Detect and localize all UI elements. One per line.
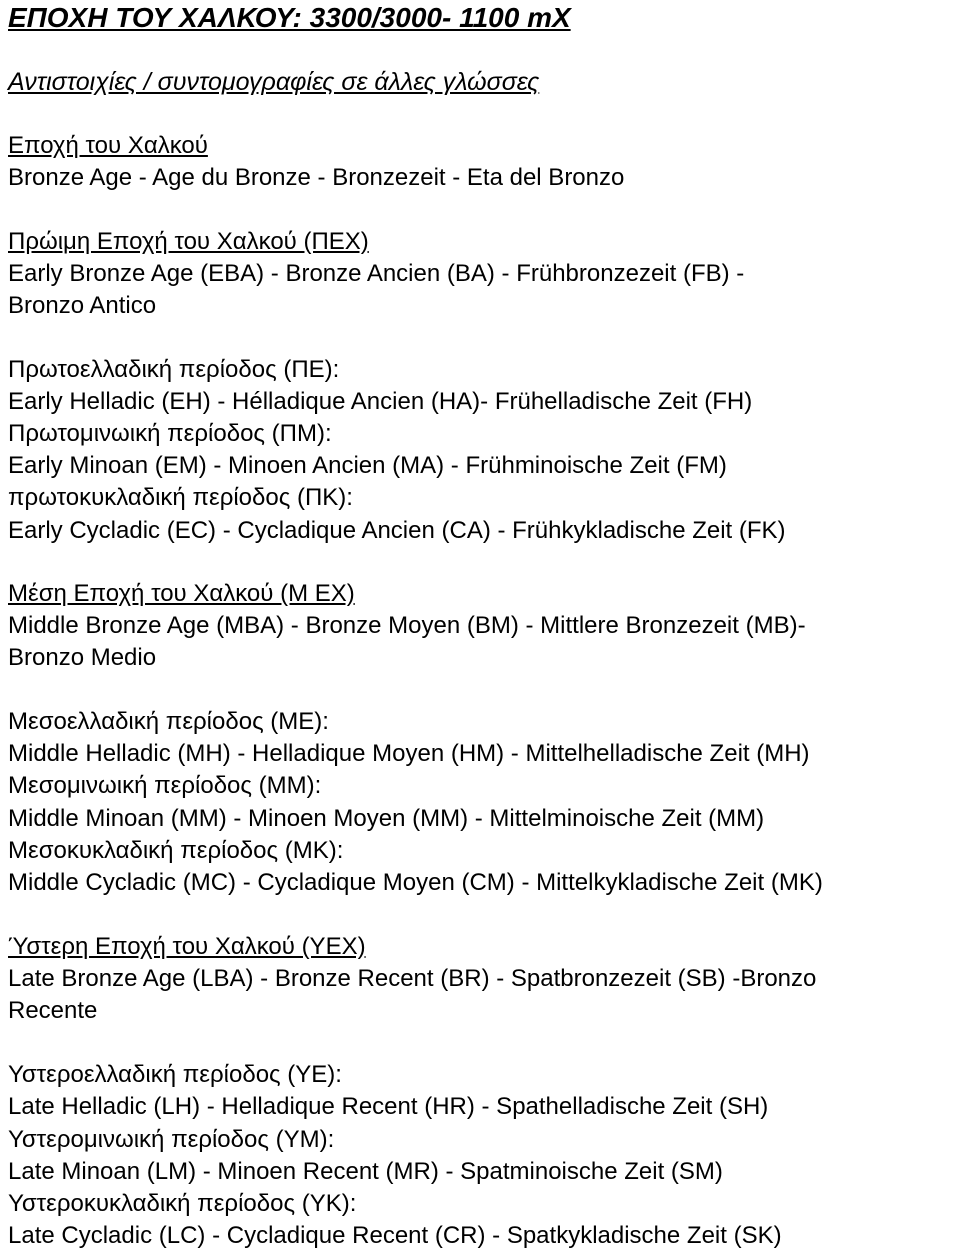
heading-late-bronze-age: Ύστερη Εποχή του Χαλκού (ΥΕΧ) <box>8 933 366 960</box>
period-label: Υστεροκυκλαδική περίοδος (ΥΚ): <box>8 1190 357 1217</box>
text-line: Bronze Age - Age du Bronze - Bronzezeit - Eta del Bronzo <box>8 164 625 191</box>
document-title: ΕΠΟΧΗ ΤΟΥ ΧΑΛΚΟΥ: 3300/3000- 1100 mΧ <box>8 2 571 33</box>
text-line: Middle Bronze Age (MBA) - Bronze Moyen (BM) - Mittlere Bronzezeit (MB)- <box>8 612 806 639</box>
period-label: πρωτοκυκλαδική περίοδος (ΠΚ): <box>8 484 353 511</box>
text-line: Early Minoan (EM) - Minoen Ancien (MA) - Frühminoische Zeit (FM) <box>8 452 727 479</box>
period-label: Μεσοκυκλαδική περίοδος (ΜΚ): <box>8 837 344 864</box>
text-line: Late Cycladic (LC) - Cycladique Recent (CR) - Spatkykladische Zeit (SK) <box>8 1222 782 1249</box>
period-label: Υστερομινωική περίοδος (ΥΜ): <box>8 1126 335 1153</box>
text-line: Middle Minoan (MM) - Minoen Moyen (MM) - Mittelminoische Zeit (MM) <box>8 805 765 832</box>
period-label: Υστεροελλαδική περίοδος (ΥΕ): <box>8 1061 342 1088</box>
document-subtitle: Αντιστοιχίες / συντομογραφίες σε άλλες γλώσσες <box>8 68 540 96</box>
heading-middle-bronze-age: Μέση Εποχή του Χαλκού (Μ ΕΧ) <box>8 580 355 607</box>
text-line: Late Helladic (LH) - Helladique Recent (HR) - Spathelladische Zeit (SH) <box>8 1093 769 1120</box>
period-label: Μεσομινωική περίοδος (ΜΜ): <box>8 772 322 799</box>
text-line: Late Minoan (LM) - Minoen Recent (MR) - Spatminoische Zeit (SM) <box>8 1158 723 1185</box>
text-line: Late Bronze Age (LBA) - Bronze Recent (BR) - Spatbronzezeit (SB) -Bronzo <box>8 965 817 992</box>
heading-bronze-age: Εποχή του Χαλκού <box>8 132 208 159</box>
text-line: Early Bronze Age (EBA) - Bronze Ancien (BA) - Frühbronzezeit (FB) - <box>8 260 745 287</box>
text-line: Early Helladic (EH) - Hélladique Ancien (HA)- Frühelladische Zeit (FH) <box>8 388 753 415</box>
heading-early-bronze-age: Πρώιμη Εποχή του Χαλκού (ΠΕΧ) <box>8 228 369 255</box>
text-line: Bronzo Antico <box>8 292 157 319</box>
text-line: Recente <box>8 997 98 1024</box>
text-line: Bronzo Medio <box>8 644 157 671</box>
period-label: Μεσοελλαδική περίοδος (ΜΕ): <box>8 708 329 735</box>
period-label: Πρωτοελλαδική περίοδος (ΠΕ): <box>8 356 340 383</box>
period-label: Πρωτομινωική περίοδος (ΠΜ): <box>8 420 332 447</box>
text-line: Middle Helladic (MH) - Helladique Moyen (HM) - Mittelhelladische Zeit (MH) <box>8 740 810 767</box>
text-line: Early Cycladic (EC) - Cycladique Ancien (CA) - Frühkykladische Zeit (FK) <box>8 517 786 544</box>
text-line: Middle Cycladic (MC) - Cycladique Moyen (CM) - Mittelkykladische Zeit (MK) <box>8 869 823 896</box>
